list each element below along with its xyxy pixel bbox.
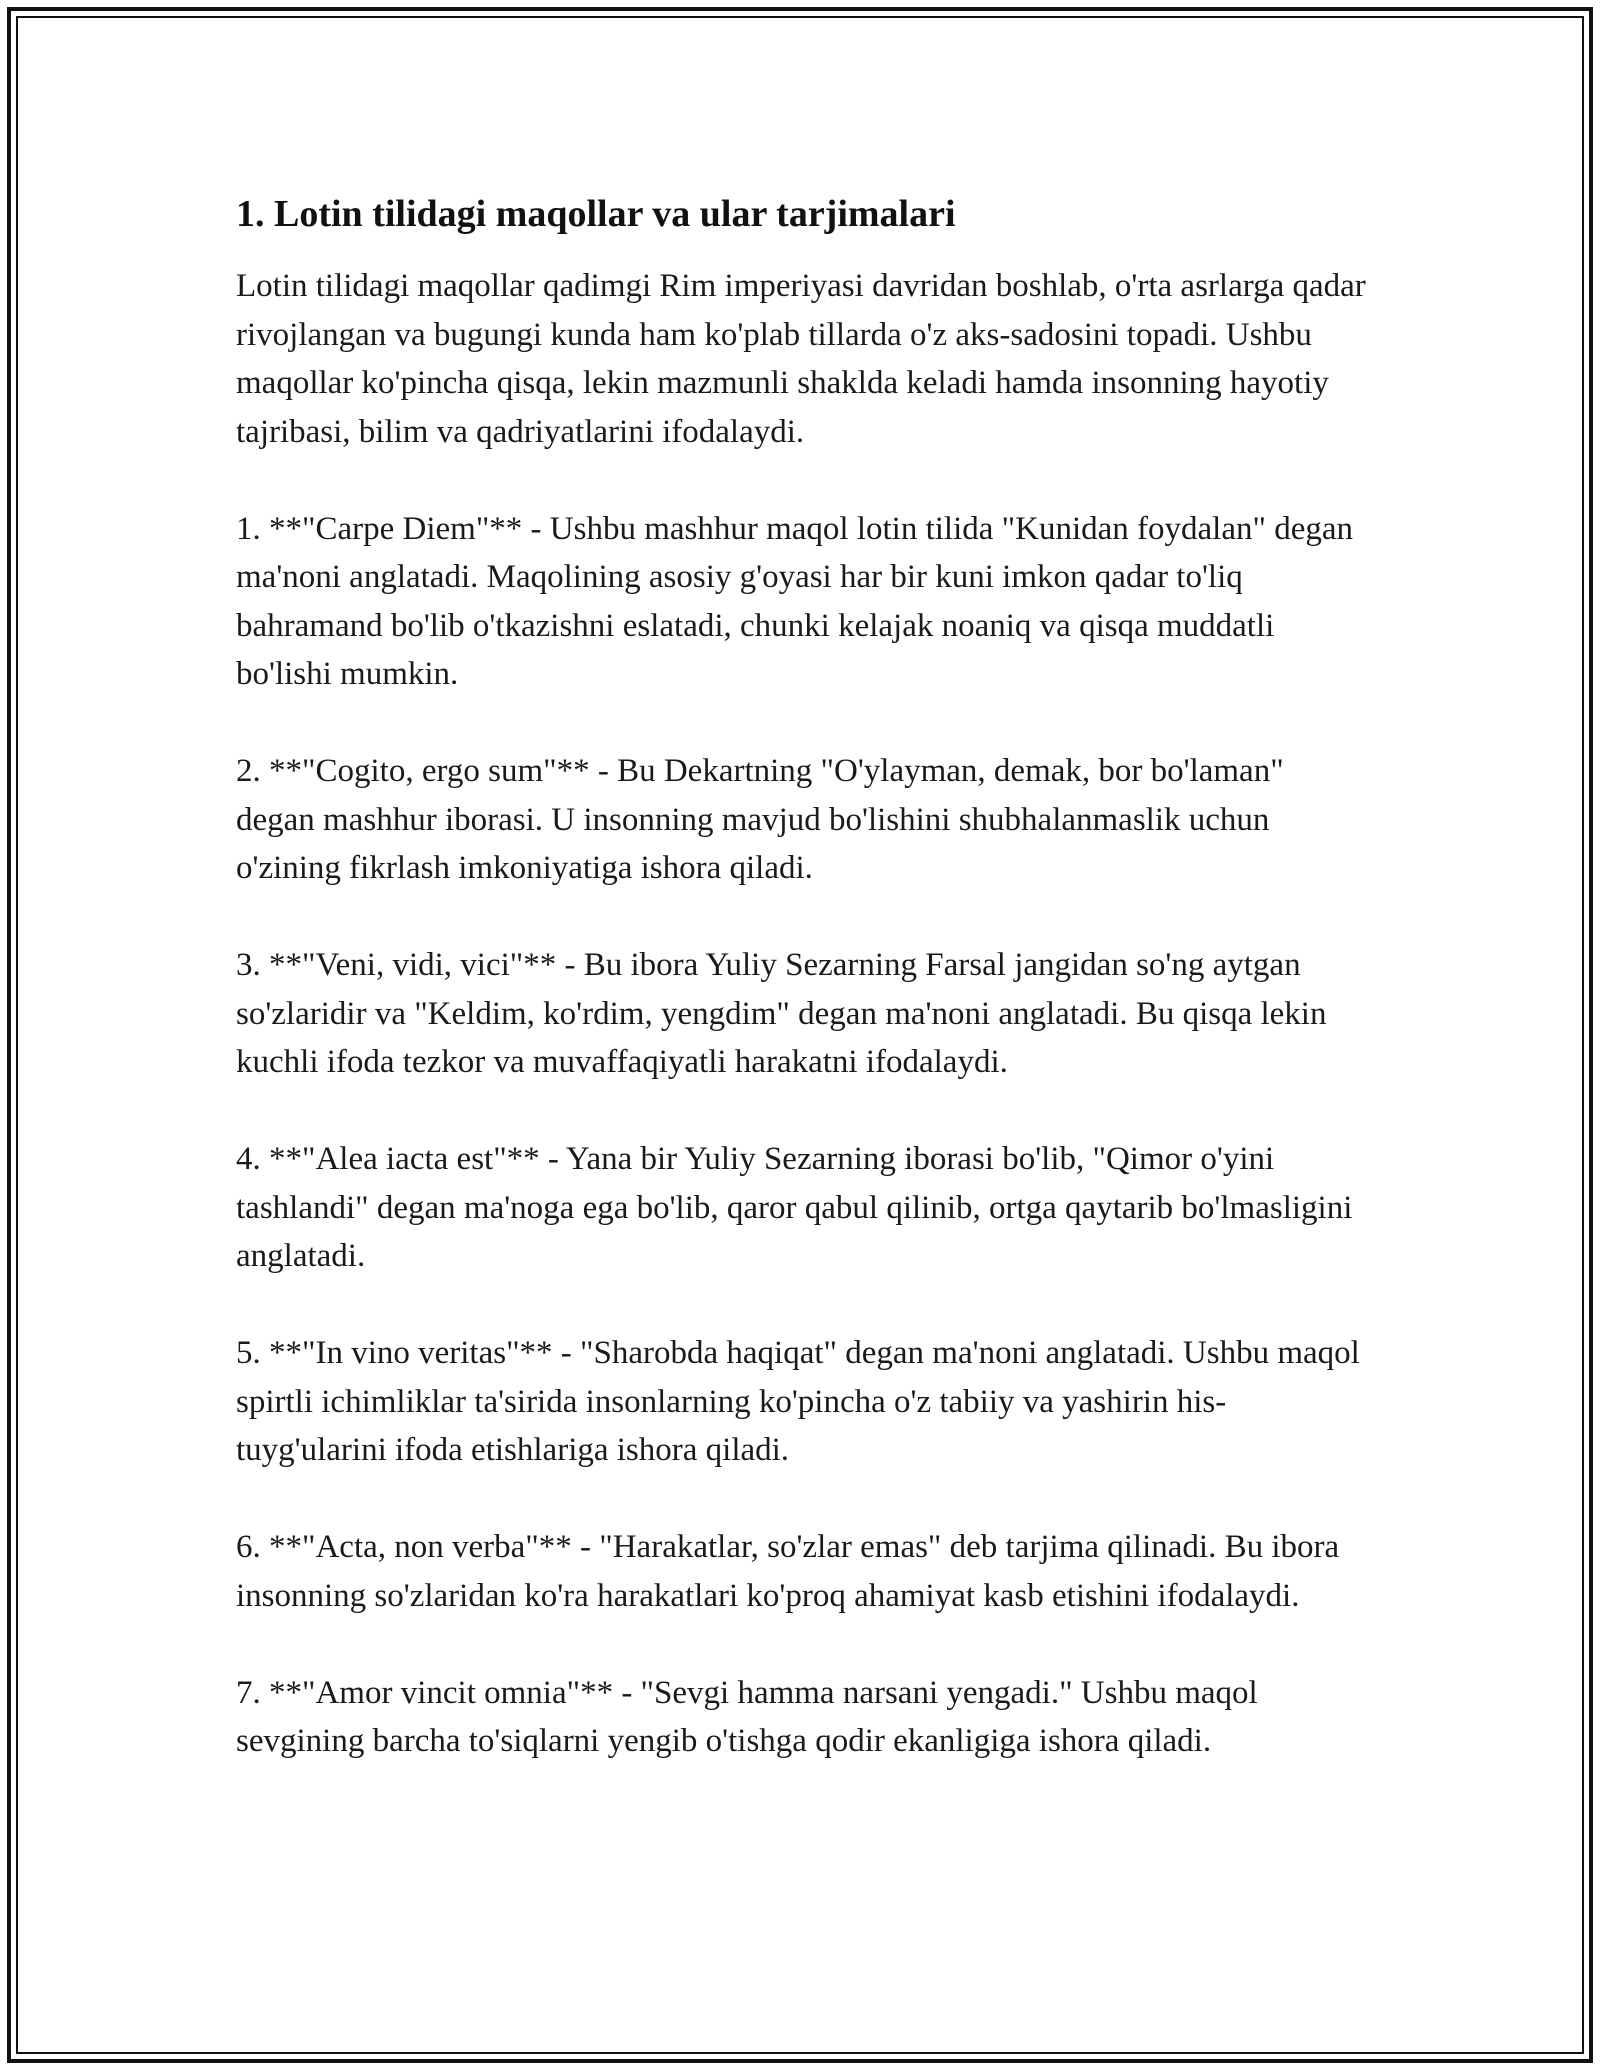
proverb-item-1: 1. **"Carpe Diem"** - Ushbu mashhur maqol lotin tilida "Kunidan foydalan" degan ma'noni anglatadi. Maqolining asosiy g'oyasi har bir kuni imkon qadar to'liq bahramand bo'lib o'tkazishni eslatadi, chunki kelajak noaniq va qisqa muddatli bo'lishi mumkin. <box>236 510 1354 692</box>
intro-paragraph: Lotin tilidagi maqollar qadimgi Rim imperiyasi davridan boshlab, o'rta asrlarga qadar rivojlangan va bugungi kunda ham ko'plab tillarda o'z aks-sadosini topadi. Ushbu maqollar ko'pincha qisqa, lekin mazmunli shaklda keladi hamda insonning hayotiy tajribasi, bilim va qadriyatlarini ifodalaydi. <box>236 268 1366 450</box>
proverb-item-3: 3. **"Veni, vidi, vici"** - Bu ibora Yuliy Sezarning Farsal jangidan so'ng aytgan so'zlaridir va "Keldim, ko'rdim, yengdim" degan ma'noni anglatadi. Bu qisqa lekin kuchli ifoda tezkor va muvaffaqiyatli harakatni ifodalaydi. <box>236 947 1327 1080</box>
proverb-item-2: 2. **"Cogito, ergo sum"** - Bu Dekartning "O'ylayman, demak, bor bo'laman" degan mashhur iborasi. U insonning mavjud bo'lishini shubhalanmaslik uchun o'zining fikrlash imkoniyatiga ishora qiladi. <box>236 753 1284 886</box>
proverb-item-7: 7. **"Amor vincit omnia"** - "Sevgi hamma narsani yengadi." Ushbu maqol sevgining barcha to'siqlarni yengib o'tishga qodir ekanligiga ishora qiladi. <box>236 1674 1258 1759</box>
proverb-item-5: 5. **"In vino veritas"** - "Sharobda haqiqat" degan ma'noni anglatadi. Ushbu maqol spirtli ichimliklar ta'sirida insonlarning ko'pincha o'z tabiiy va yashirin his-tuyg'ularini ifoda etishlariga ishora qiladi. <box>236 1335 1360 1468</box>
proverb-item-6: 6. **"Acta, non verba"** - "Harakatlar, so'zlar emas" deb tarjima qilinadi. Bu ibora insonning so'zlaridan ko'ra harakatlari ko'proq ahamiyat kasb etishini ifodalaydi. <box>236 1529 1340 1614</box>
document-body <box>236 186 1366 1766</box>
proverb-item-4: 4. **"Alea iacta est"** - Yana bir Yuliy Sezarning iborasi bo'lib, "Qimor o'yini tashlandi" degan ma'noga ega bo'lib, qaror qabul qilinib, ortga qaytarib bo'lmasligini anglatadi. <box>236 1141 1353 1274</box>
section-heading: 1. Lotin tilidagi maqollar va ular tarjimalari <box>236 193 956 235</box>
proverb-list <box>236 505 1366 1766</box>
